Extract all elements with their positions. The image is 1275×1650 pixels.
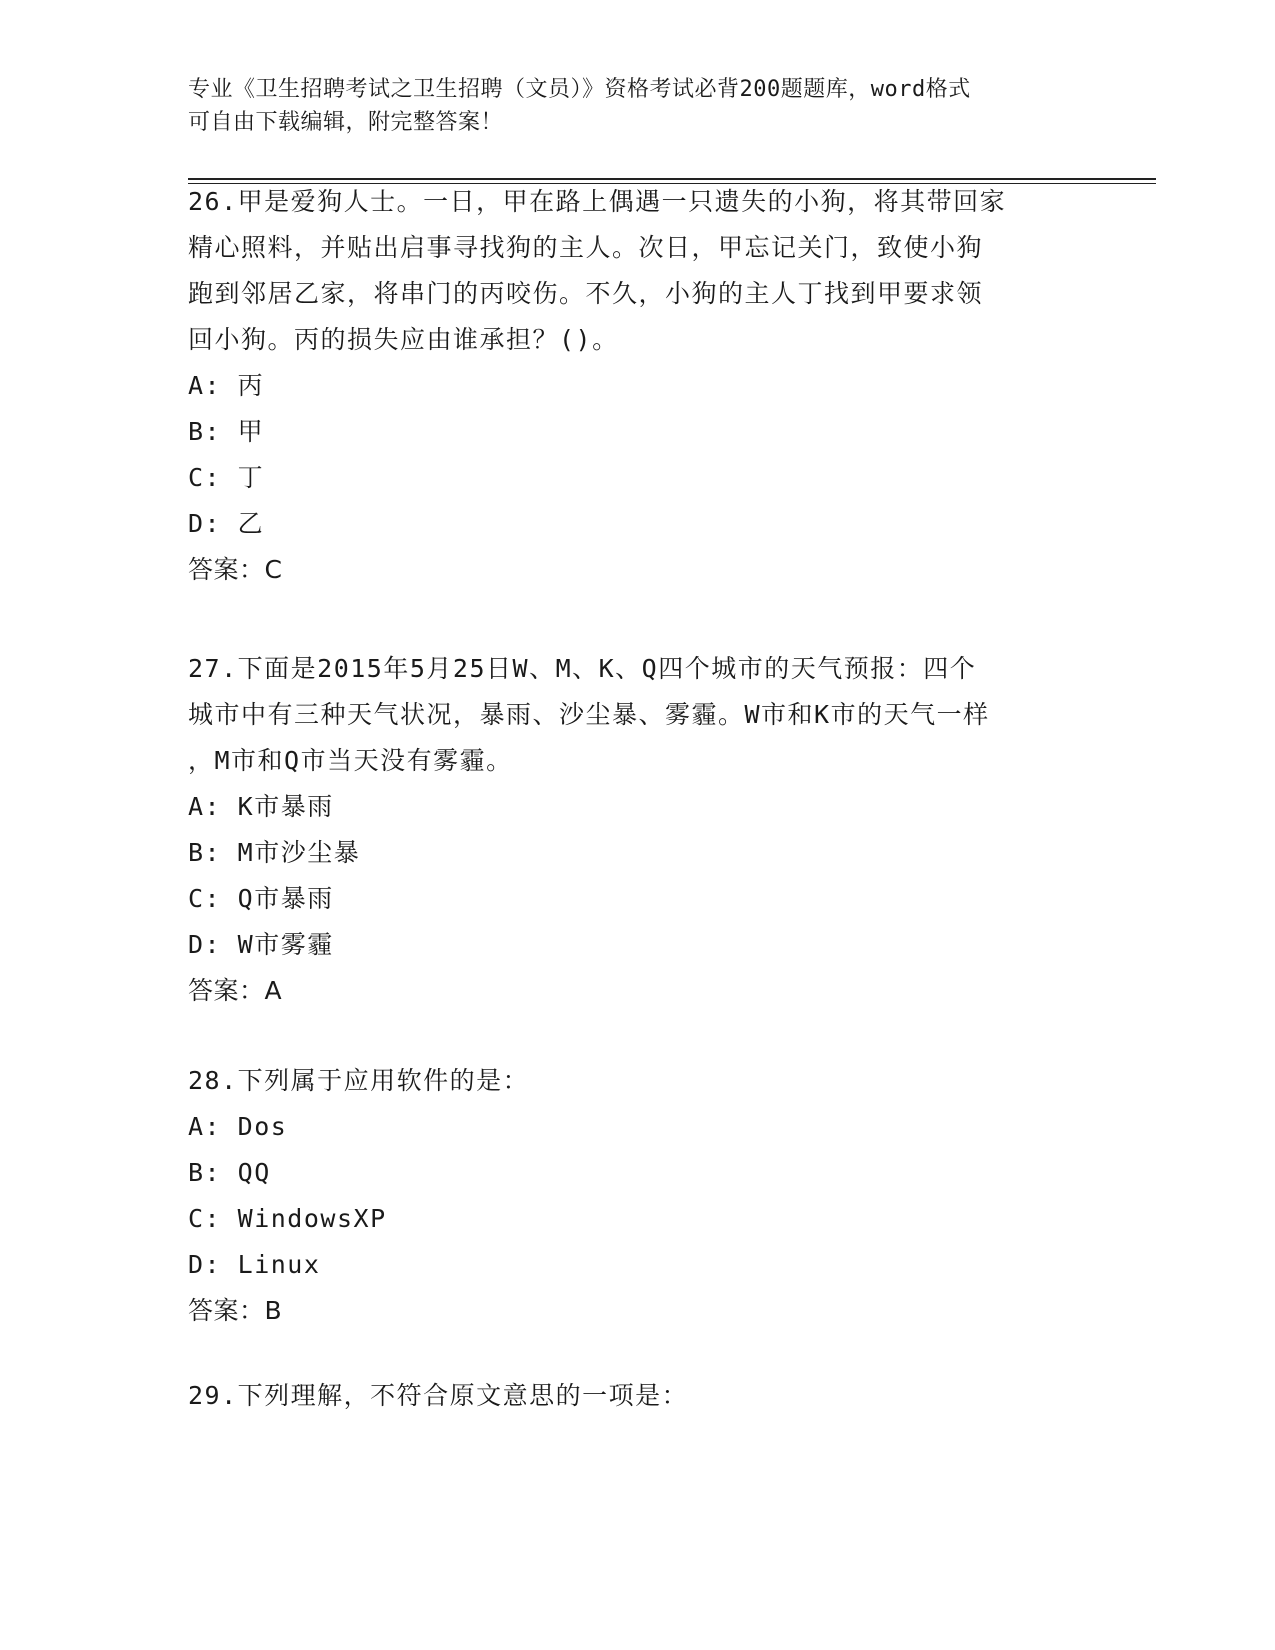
option-d: D: W市雾霾 [188, 930, 334, 959]
option-d: D: Linux [188, 1250, 321, 1279]
question-29 [188, 1373, 1088, 1419]
question-stem-line: 跑到邻居乙家，将串门的丙咬伤。不久，小狗的主人丁找到甲要求领 [188, 279, 984, 308]
option-a: A: 丙 [188, 371, 265, 400]
question-stem-line: ，M市和Q市当天没有雾霾。 [188, 746, 513, 775]
question-stem-line: 精心照料，并贴出启事寻找狗的主人。次日，甲忘记关门，致使小狗 [188, 233, 984, 262]
option-d: D: 乙 [188, 509, 265, 538]
answer: 答案：C [188, 555, 283, 584]
question-stem-line: 回小狗。丙的损失应由谁承担？()。 [188, 325, 619, 354]
option-c: C: WindowsXP [188, 1204, 387, 1233]
option-c: C: Q市暴雨 [188, 884, 334, 913]
document-header [188, 73, 1088, 139]
question-stem-line: 26.甲是爱狗人士。一日，甲在路上偶遇一只遗失的小狗，将其带回家 [188, 187, 1007, 216]
header-line-1: 专业《卫生招聘考试之卫生招聘（文员）》资格考试必背200题题库，word格式 [188, 77, 971, 102]
answer: 答案：B [188, 1296, 283, 1325]
option-b: B: 甲 [188, 417, 265, 446]
question-27 [188, 646, 1088, 1014]
header-line-2: 可自由下载编辑，附完整答案！ [188, 110, 504, 135]
question-stem-line: 29.下列理解，不符合原文意思的一项是： [188, 1381, 689, 1410]
question-stem-line: 28.下列属于应用软件的是： [188, 1066, 530, 1095]
option-a: A: Dos [188, 1112, 288, 1141]
question-28 [188, 1058, 1088, 1334]
option-b: B: M市沙尘暴 [188, 838, 361, 867]
question-26 [188, 179, 1088, 593]
option-b: B: QQ [188, 1158, 271, 1187]
option-c: C: 丁 [188, 463, 265, 492]
question-stem-line: 27.下面是2015年5月25日W、M、K、Q四个城市的天气预报：四个 [188, 654, 977, 683]
option-a: A: K市暴雨 [188, 792, 334, 821]
question-stem-line: 城市中有三种天气状况，暴雨、沙尘暴、雾霾。W市和K市的天气一样 [188, 700, 990, 729]
answer: 答案：A [188, 976, 283, 1005]
